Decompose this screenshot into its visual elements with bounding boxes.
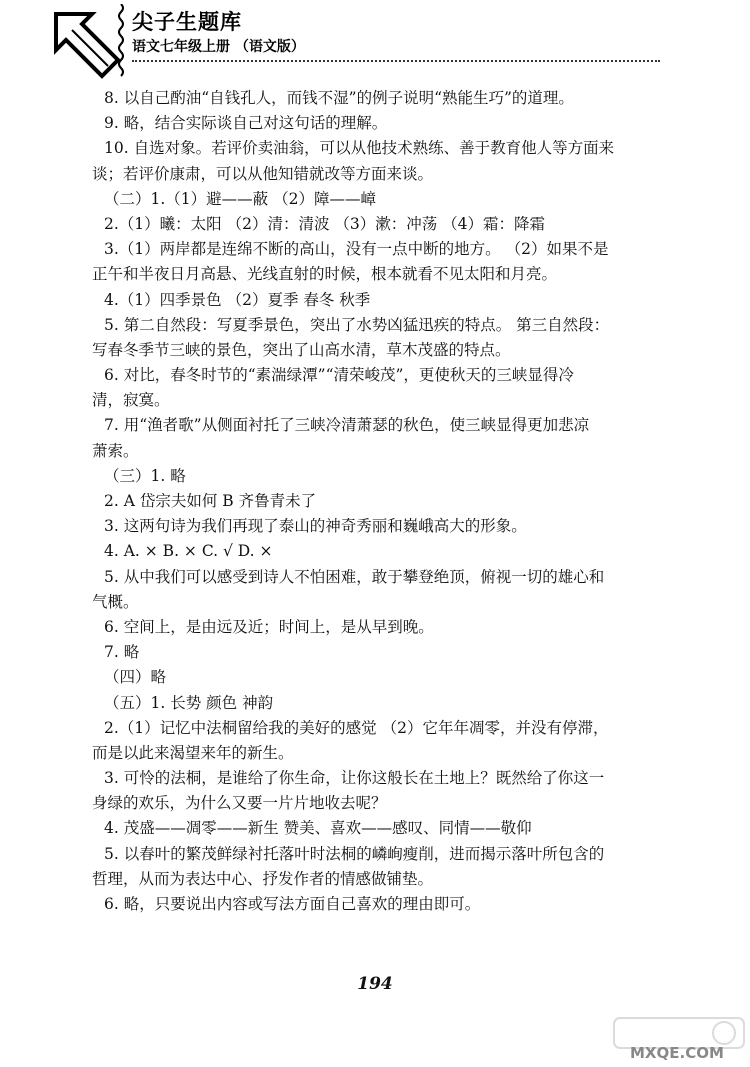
answer-line: 4.（1）四季景色 （2）夏季 春冬 秋季 <box>104 290 371 309</box>
answer-body <box>92 86 660 917</box>
answer-line: 2.（1）记忆中法桐留给我的美好的感觉 （2）它年年凋零，并没有停滞， <box>104 718 609 737</box>
header-dotted-rule <box>132 60 660 62</box>
answer-line: 3. 这两句诗为我们再现了泰山的神奇秀丽和巍峨高大的形象。 <box>104 517 527 536</box>
answer-line: 谈；若评价康肃，可以从他知错就改等方面来谈。 <box>92 164 434 183</box>
book-title: 语文七年级上册 （语文版） <box>132 39 305 55</box>
answer-line: 身绿的欢乐，为什么又要一片片地收去呢？ <box>92 794 387 813</box>
answer-line: 3.（1）两岸都是连绵不断的高山，没有一点中断的地方。 （2）如果不是 <box>104 240 609 259</box>
answer-line: 6. 略，只要说出内容或写法方面自己喜欢的理由即可。 <box>104 895 481 913</box>
answer-line: 2. A 岱宗夫如何 B 齐鲁青未了 <box>104 492 317 510</box>
answer-line: （五）1. 长势 颜色 神韵 <box>104 693 274 712</box>
answer-line: 7. 用“渔者歌”从侧面衬托了三峡冷清萧瑟的秋色，使三峡显得更加悲凉 <box>104 416 590 435</box>
answer-line: 6. 对比，春冬时节的“素湍绿潭”“清荣峻茂”，更使秋天的三峡显得冷 <box>104 366 574 385</box>
page-number: 194 <box>357 974 393 994</box>
watermark-url: MXQE.COM <box>630 1044 724 1062</box>
arrow-up-left-icon <box>52 10 122 80</box>
answer-line: 4. 茂盛——凋零——新生 赞美、喜欢——感叹、同情——敬仰 <box>104 819 532 838</box>
answer-line: 正午和半夜日月高悬、光线直射的时候，根本就看不见太阳和月亮。 <box>92 265 558 284</box>
answer-line: （四）略 <box>104 668 167 687</box>
wavy-divider <box>116 4 126 78</box>
answer-line: 而是以此来渴望来年的新生。 <box>92 743 294 762</box>
answer-line: （三）1. 略 <box>104 466 186 485</box>
answer-line: 7. 略 <box>104 643 140 662</box>
page-header <box>0 0 750 80</box>
answer-line: 9. 略，结合实际谈自己对这句话的理解。 <box>104 114 388 133</box>
answer-line: 写春冬季节三峡的景色，突出了山高水清，草木茂盛的特点。 <box>92 340 511 359</box>
answer-line: 4. A. × B. × C. √ D. × <box>104 542 273 561</box>
answer-line: 8. 以自己酌油“自钱孔人，而钱不湿”的例子说明“熟能生巧”的道理。 <box>104 89 574 107</box>
answer-line: 2.（1）曦：太阳 （2）清：清波 （3）漱：冲荡 （4）霜：降霜 <box>104 214 546 233</box>
answer-line: （二）1.（1）避——蔽 （2）障——嶂 <box>104 189 376 208</box>
answer-line: 气概。 <box>92 592 139 611</box>
answer-line: 清，寂寞。 <box>92 391 170 410</box>
answer-line: 10. 自选对象。若评价卖油翁，可以从他技术熟练、善于教育他人等方面来 <box>104 139 615 158</box>
answer-line: 3. 可怜的法桐，是谁给了你生命，让你这般长在土地上？既然给了你这一 <box>104 769 605 788</box>
series-title: 尖子生题库 <box>132 10 242 34</box>
answer-line: 6. 空间上，是由远及近；时间上，是从早到晚。 <box>104 617 434 636</box>
answer-line: 哲理，从而为表达中心、抒发作者的情感做铺垫。 <box>92 869 434 888</box>
answer-line: 萧索。 <box>92 441 139 460</box>
answer-line: 5. 从中我们可以感受到诗人不怕困难，敢于攀登绝顶，俯视一切的雄心和 <box>104 567 605 586</box>
answer-line: 5. 第二自然段：写夏季景色，突出了水势凶猛迅疾的特点。 第三自然段： <box>104 315 610 334</box>
answer-line: 5. 以春叶的繁茂鲜绿衬托落叶时法桐的嶙峋瘦削，进而揭示落叶所包含的 <box>104 844 605 863</box>
